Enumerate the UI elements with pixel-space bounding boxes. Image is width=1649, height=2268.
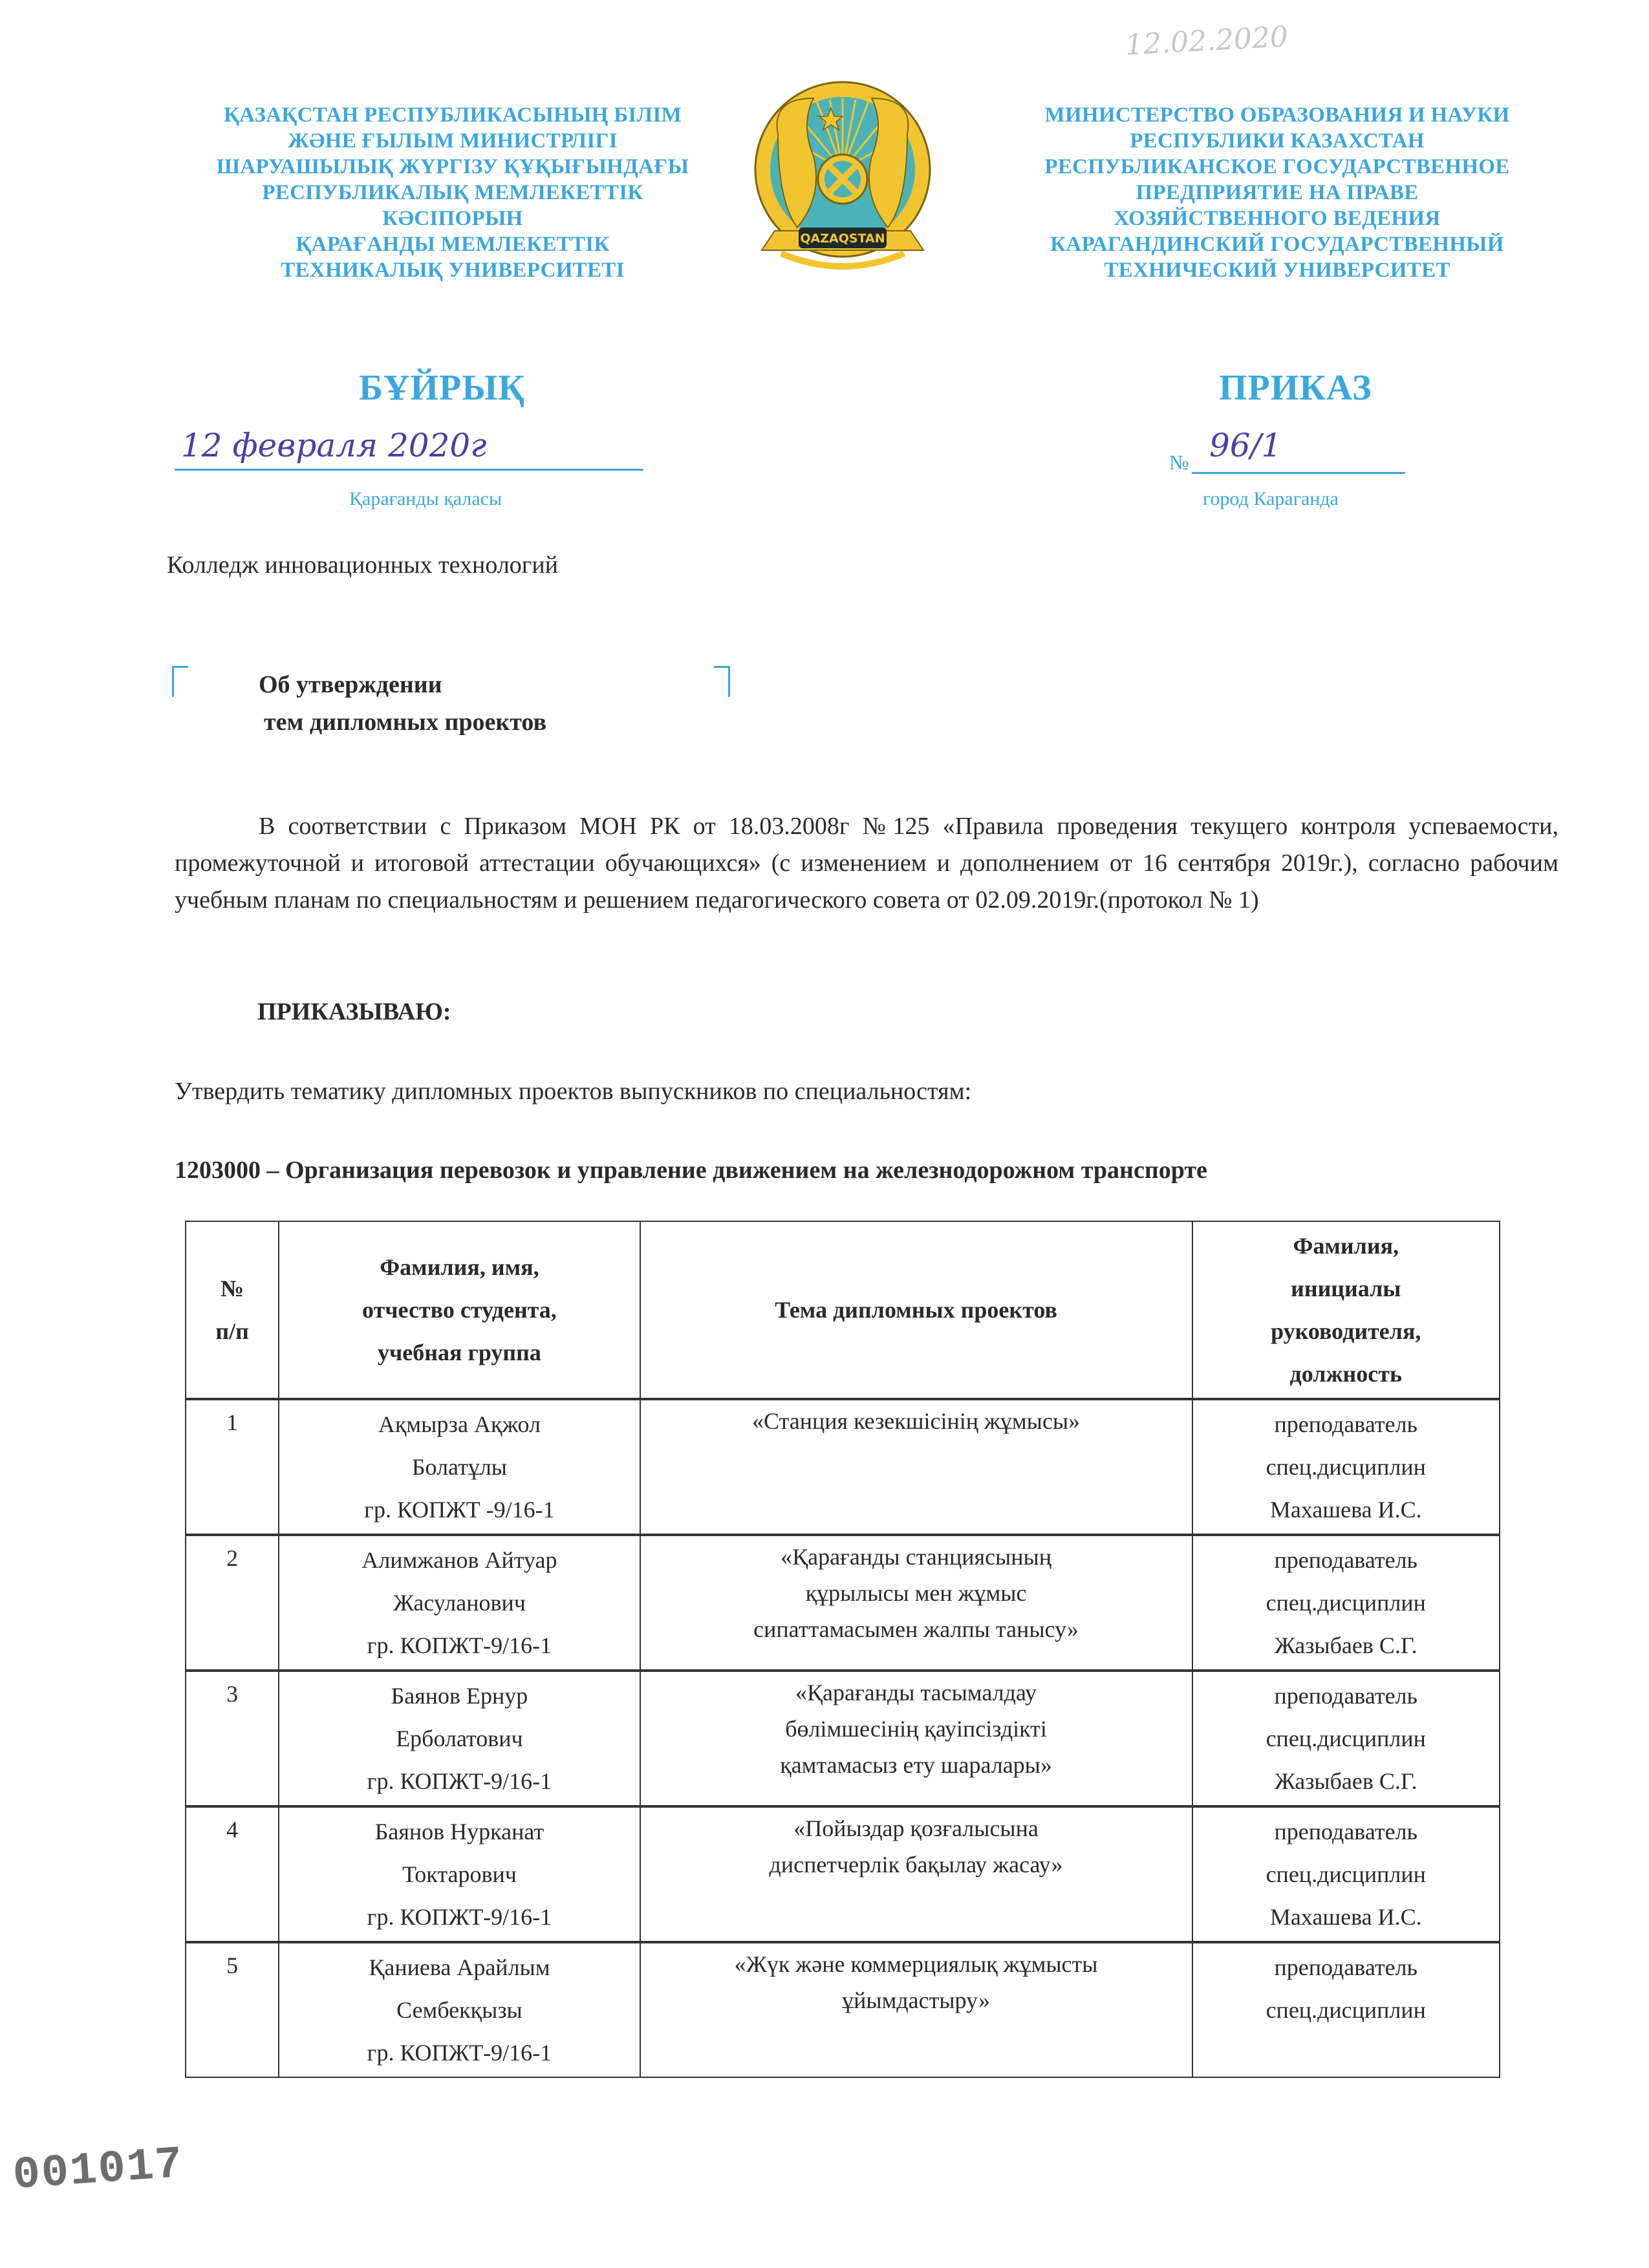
header-ru-line: МИНИСТЕРСТВО ОБРАЗОВАНИЯ И НАУКИ <box>1044 103 1510 127</box>
cell-topic-line: диспетчерлік бақылау жасау» <box>769 1852 1063 1878</box>
cell-topic-line: «Қарағанды тасымалдау <box>795 1680 1037 1706</box>
subject-bracket-left <box>172 666 188 697</box>
cell-supervisor <box>1192 1806 1500 1942</box>
header-text: руководителя, <box>1271 1318 1421 1344</box>
diploma-topics-table <box>185 1221 1500 2078</box>
order-number-handwritten: 96/1 <box>1209 427 1282 464</box>
cell-topic <box>640 1942 1192 2077</box>
table-header-row <box>186 1221 1500 1399</box>
cell-supervisor-line: преподаватель <box>1274 1683 1417 1709</box>
cell-student-line: гр. КОПЖТ-9/16-1 <box>367 1632 552 1658</box>
header-supervisor <box>1192 1221 1500 1399</box>
preamble-paragraph: В соответствии с Приказом МОН РК от 18.03.2008г №125 «Правила проведения текущего контроля успеваемости, промежуточной и итоговой аттестации обучающихся» (с изменением и дополнением от 16 сентября 2019г.), согласно рабочим учебным планам по специальностям и решением педагогического совета от 02.09.2019г.(протокол № 1) <box>175 813 1558 914</box>
cell-topic <box>640 1806 1192 1942</box>
header-text: Фамилия, <box>1293 1233 1399 1259</box>
cell-student <box>279 1535 640 1671</box>
header-text: учебная группа <box>377 1340 541 1365</box>
header-kz-line: ЖӘНЕ ҒЫЛЫМ МИНИСТРЛІГІ <box>288 129 618 153</box>
header-text: п/п <box>215 1318 249 1344</box>
table-row <box>186 1806 1500 1942</box>
state-emblem-icon <box>752 72 933 279</box>
cell-supervisor <box>1192 1671 1500 1806</box>
cell-topic-line: «Жүк және коммерциялық жұмысты <box>734 1951 1098 1977</box>
cell-topic-line: ұйымдастыру» <box>842 1987 990 2013</box>
cell-student-line: Баянов Ернур <box>391 1683 528 1709</box>
cell-topic-line: «Пойыздар қозғалысына <box>793 1815 1039 1841</box>
table-row <box>186 1942 1500 2077</box>
header-russian <box>1035 102 1520 283</box>
header-text: № <box>221 1276 244 1301</box>
header-text: Фамилия, имя, <box>380 1254 539 1280</box>
cell-topic <box>640 1535 1192 1671</box>
cell-supervisor-line: спец.дисциплин <box>1266 1590 1426 1616</box>
cell-supervisor-line: спец.дисциплин <box>1266 1454 1426 1480</box>
city-kazakh: Қарағанды қаласы <box>349 488 502 509</box>
cell-supervisor-line: спец.дисциплин <box>1266 1861 1426 1887</box>
cell-supervisor-line: преподаватель <box>1274 1954 1417 1980</box>
cell-number: 5 <box>186 1942 279 2077</box>
order-date-handwritten: 12 февраля 2020г <box>181 427 487 464</box>
header-kz-line: КӘСІПОРЫН <box>382 207 523 230</box>
header-student <box>279 1221 640 1399</box>
header-ru-line: ХОЗЯЙСТВЕННОГО ВЕДЕНИЯ <box>1114 207 1441 230</box>
cell-topic-line: «Станция кезекшісінің жұмысы» <box>752 1408 1081 1434</box>
subject-line-1: Об утверждении <box>259 671 442 698</box>
cell-number: 1 <box>186 1399 279 1535</box>
header-kz-line: ҚАРАҒАНДЫ МЕМЛЕКЕТТІК <box>296 233 610 256</box>
header-kz-line: ШАРУАШЫЛЫҚ ЖҮРГІЗУ ҚҰҚЫҒЫНДАҒЫ <box>216 155 689 178</box>
cell-supervisor <box>1192 1535 1500 1671</box>
date-underline <box>175 469 643 471</box>
cell-topic-line: бөлімшесінің қауіпсіздікті <box>785 1716 1047 1742</box>
cell-student <box>279 1806 640 1942</box>
cell-student-line: Токтарович <box>402 1861 517 1887</box>
cell-student <box>279 1942 640 2077</box>
header-ru-line: ТЕХНИЧЕСКИЙ УНИВЕРСИТЕТ <box>1104 259 1450 282</box>
cell-student-line: гр. КОПЖТ -9/16-1 <box>364 1497 555 1523</box>
cell-student-line: Ақмырза Ақжол <box>378 1411 541 1437</box>
college-name: Колледж инновационных технологий <box>167 551 559 579</box>
cell-supervisor-line: преподаватель <box>1274 1547 1417 1573</box>
subject-line-2: тем дипломных проектов <box>264 709 546 736</box>
cell-topic <box>640 1399 1192 1535</box>
cell-student-line: гр. КОПЖТ-9/16-1 <box>367 1768 552 1794</box>
emblem-text: QAZAQSTAN <box>800 231 885 246</box>
cell-student-line: Жасуланович <box>393 1590 526 1616</box>
specialty-heading: 1203000 – Организация перевозок и управление движением на железнодорожном транспорте <box>175 1157 1207 1184</box>
cell-student-line: гр. КОПЖТ-9/16-1 <box>367 2040 552 2066</box>
table-row <box>186 1399 1500 1535</box>
cell-topic-line: құрылысы мен жұмыс <box>805 1580 1027 1606</box>
header-ru-line: КАРАГАНДИНСКИЙ ГОСУДАРСТВЕННЫЙ <box>1050 233 1504 256</box>
cell-supervisor <box>1192 1942 1500 2077</box>
cell-number: 2 <box>186 1535 279 1671</box>
cell-topic-line: «Қарағанды станциясының <box>781 1544 1051 1570</box>
cell-number: 3 <box>186 1671 279 1806</box>
header-kz-line: РЕСПУБЛИКАЛЫҚ МЕМЛЕКЕТТІК <box>262 181 643 204</box>
cell-student-line: Болатұлы <box>411 1454 507 1480</box>
cell-topic-line: сипаттамасымен жалпы танысу» <box>753 1616 1079 1642</box>
cell-topic-line: қамтамасыз ету шаралары» <box>780 1752 1052 1778</box>
cell-student-line: Ерболатович <box>396 1726 523 1751</box>
header-ru-line: РЕСПУБЛИКИ КАЗАХСТАН <box>1130 129 1425 153</box>
header-text: Тема дипломных проектов <box>775 1297 1057 1323</box>
header-ru-line: РЕСПУБЛИКАНСКОЕ ГОСУДАРСТВЕННОЕ <box>1044 155 1510 178</box>
header-kz-line: ТЕХНИКАЛЫҚ УНИВЕРСИТЕТІ <box>281 259 625 282</box>
header-number <box>186 1221 279 1399</box>
document-title-russian: ПРИКАЗ <box>1219 368 1372 408</box>
number-underline <box>1192 472 1405 474</box>
cell-topic <box>640 1671 1192 1806</box>
header-text: должность <box>1289 1361 1402 1387</box>
registration-date-note: 12.02.2020 <box>1124 20 1289 62</box>
serial-number-stamp: 001017 <box>11 2139 186 2203</box>
cell-student-line: Баянов Нурканат <box>374 1819 544 1845</box>
cell-student-line: гр. КОПЖТ-9/16-1 <box>367 1904 552 1930</box>
approve-statement: Утвердить тематику дипломных проектов выпускников по специальностям: <box>175 1078 972 1105</box>
cell-supervisor-line: преподаватель <box>1274 1411 1417 1437</box>
cell-supervisor-line: Жазыбаев С.Г. <box>1274 1632 1417 1658</box>
cell-student-line: Қаниева Арайлым <box>369 1954 550 1980</box>
cell-student-line: Сембекқызы <box>396 1997 523 2023</box>
subject-bracket-right <box>714 666 730 697</box>
header-text: отчество студента, <box>362 1297 557 1323</box>
document-title-kazakh: БҰЙРЫҚ <box>359 368 525 408</box>
cell-supervisor-line: преподаватель <box>1274 1819 1417 1845</box>
cell-supervisor-line: Жазыбаев С.Г. <box>1274 1768 1417 1794</box>
cell-supervisor-line: спец.дисциплин <box>1266 1726 1426 1751</box>
cell-supervisor-line: Махашева И.С. <box>1269 1497 1422 1523</box>
table-row <box>186 1671 1500 1806</box>
city-russian: город Караганда <box>1203 488 1339 509</box>
table-body <box>186 1399 1500 2077</box>
header-kazakh <box>194 102 711 283</box>
cell-supervisor <box>1192 1399 1500 1535</box>
order-subject <box>259 666 546 741</box>
cell-number: 4 <box>186 1806 279 1942</box>
header-text: инициалы <box>1291 1276 1401 1301</box>
cell-student <box>279 1671 640 1806</box>
header-kz-line: ҚАЗАҚСТАН РЕСПУБЛИКАСЫНЫҢ БІЛІМ <box>223 103 682 127</box>
order-number-label: № <box>1169 451 1189 474</box>
cell-student <box>279 1399 640 1535</box>
table-row <box>186 1535 1500 1671</box>
header-ru-line: ПРЕДПРИЯТИЕ НА ПРАВЕ <box>1136 181 1419 204</box>
cell-student-line: Алимжанов Айтуар <box>361 1547 557 1573</box>
order-directive: ПРИКАЗЫВАЮ: <box>257 998 451 1025</box>
cell-supervisor-line: спец.дисциплин <box>1266 1997 1426 2023</box>
cell-supervisor-line: Махашева И.С. <box>1269 1904 1422 1930</box>
header-topic <box>640 1221 1192 1399</box>
